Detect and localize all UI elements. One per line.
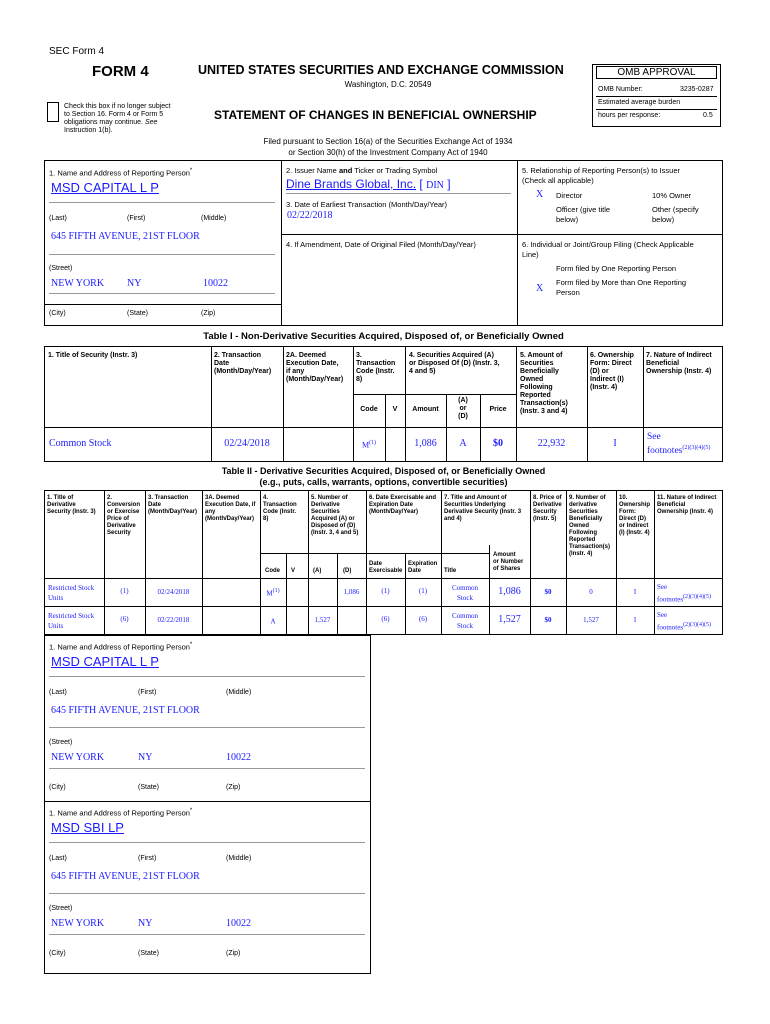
t1-row-title: Common Stock: [49, 438, 112, 449]
omb-number: 3235-0287: [680, 86, 714, 93]
t1-row-aord: A: [459, 438, 467, 449]
t2-row-date: 02/24/2018: [157, 588, 190, 596]
t2-row-expiration: (1): [418, 587, 428, 595]
t2-row-price: $0: [544, 588, 552, 596]
t2-row-disposed: 1,086: [343, 588, 360, 596]
t2-col-title: 1. Title of Derivative Security (Instr. 3): [47, 495, 96, 515]
t2-row-exercisable: (6): [381, 615, 390, 623]
t2-row-conversion: (6): [120, 615, 129, 623]
ticker-symbol[interactable]: DIN: [426, 180, 444, 191]
t2-col-number: 5. Number of Derivative Securities Acquired (A) or Disposed of (D) (Instr. 3, 4 and 5): [311, 495, 359, 536]
t1-col-date: 2. Transaction Date (Month/Day/Year): [214, 352, 272, 375]
director-check[interactable]: X: [536, 189, 544, 200]
t1-row-nature: See footnotes$^{(2)(3)(4)(5)}$: [647, 432, 711, 457]
t2-row-code: $M^{(1)}$: [266, 588, 280, 598]
person-street: 645 FIFTH AVENUE, 21ST FLOOR: [51, 871, 200, 882]
street-address: 645 FIFTH AVENUE, 21ST FLOOR: [51, 231, 200, 242]
person-zip: 10022: [226, 918, 251, 929]
t2-col-deemed: 3A. Deemed Execution Date, if any (Month/Day/Year): [205, 495, 256, 522]
more-than-one-label: Form filed by More than One Reporting Person: [556, 278, 687, 297]
checkbox-instructions: Check this box if no longer subject to Section 16. Form 4 or Form 5 obligations may continue. See Instruction 1(b).: [64, 103, 171, 134]
t2-sub-amount: Amount or Number of Shares: [493, 552, 524, 572]
t2-row-nature: See footnotes$^{(2)(3)(4)(5)}$: [657, 611, 712, 632]
person-middle-label: (Middle): [226, 689, 252, 696]
t2-col-nature: 11. Nature of Indirect Beneficial Ownership (Instr. 4): [657, 495, 717, 515]
one-reporting-person-label: Form filed by One Reporting Person: [556, 264, 677, 273]
t2-sub-a: (A): [313, 568, 322, 574]
zip-value: 10022: [203, 278, 228, 289]
t2-row-exercisable: (1): [381, 587, 390, 595]
t1-sub-price: Price: [489, 406, 507, 413]
t2-row-nature: See footnotes$^{(2)(3)(4)(5)}$: [657, 583, 712, 604]
person-city-label: (City): [49, 950, 66, 957]
form-title: FORM 4: [92, 63, 149, 80]
zip-label: (Zip): [201, 310, 216, 317]
person-last-label: (Last): [49, 689, 67, 696]
t2-sub-title: Title: [444, 568, 457, 574]
omb-hours: 0.5: [703, 112, 713, 119]
officer-label: Officer (give title below): [556, 205, 611, 224]
person-street: 645 FIFTH AVENUE, 21ST FLOOR: [51, 705, 200, 716]
t1-col-amount-owned: 5. Amount of Securities Beneficially Owned Following Reported Transaction(s) (Instr. 3 and 4): [520, 352, 568, 415]
box3-label: 3. Date of Earliest Transaction (Month/Day/Year): [286, 200, 448, 209]
person-street-label: (Street): [49, 905, 73, 912]
box1-label: 1. Name and Address of Reporting Person*: [49, 168, 193, 178]
state-label: (State): [127, 310, 149, 317]
t2-col-date: 3. Transaction Date (Month/Day/Year): [148, 495, 198, 515]
no-longer-subject-checkbox[interactable]: [47, 102, 59, 122]
statement-title: STATEMENT OF CHANGES IN BENEFICIAL OWNERSHIP: [214, 108, 537, 122]
t2-row-underlying-amount: 1,527: [498, 614, 521, 625]
middle-label: (Middle): [201, 215, 227, 222]
t1-row-price: $0: [493, 438, 503, 449]
person-state: NY: [138, 752, 153, 763]
t2-row-underlying-title: Common Stock: [451, 584, 479, 602]
t2-row-expiration: (6): [418, 615, 428, 623]
t1-col-nature: 7. Nature of Indirect Beneficial Ownership (Instr. 4): [646, 352, 712, 375]
t2-row-code: A: [270, 617, 276, 626]
t2-row-title: Restricted Stock Units: [48, 612, 95, 630]
city-value: NEW YORK: [51, 278, 105, 289]
t2-col-owned: 9. Number of derivative Securities Beneficially Owned Following Reported Transaction(s) (Instr. 4): [569, 495, 611, 557]
person-state-label: (State): [138, 950, 160, 957]
person-city: NEW YORK: [51, 918, 105, 929]
person-city-label: (City): [49, 784, 66, 791]
t1-row-form: I: [613, 438, 617, 449]
box6-label: 6. Individual or Joint/Group Filing (Check Applicable Line): [522, 240, 694, 259]
t2-row-price: $0: [544, 616, 552, 624]
omb-number-label: OMB Number:: [598, 86, 643, 93]
city-label: (City): [49, 310, 66, 317]
reporting-person-name[interactable]: MSD CAPITAL L P: [51, 180, 159, 195]
table1-title: Table I - Non-Derivative Securities Acquired, Disposed of, or Beneficially Owned: [203, 331, 564, 342]
t2-row-date: 02/22/2018: [157, 616, 190, 624]
t1-sub-aord: (A) or (D): [458, 397, 468, 420]
t2-row-underlying-amount: 1,086: [498, 586, 521, 597]
t1-col-deemed: 2A. Deemed Execution Date, if any (Month/Day/Year): [286, 352, 344, 383]
ten-percent-owner-label: 10% Owner: [652, 191, 692, 200]
t2-col-form: 10. Ownership Form: Direct (D) or Indirect (I) (Instr. 4): [619, 495, 651, 536]
t2-row-owned: 1,527: [583, 616, 599, 624]
director-label: Director: [556, 191, 583, 200]
box2-label: 2. Issuer Name and Ticker or Trading Symbol: [286, 166, 438, 175]
person-first-label: (First): [138, 855, 157, 862]
t2-col-underlying: 7. Title and Amount of Securities Underlying Derivative Security (Instr. 3 and 4): [444, 495, 522, 522]
t2-row-acquired: 1,527: [314, 616, 331, 624]
first-label: (First): [127, 215, 146, 222]
person-first-label: (First): [138, 689, 157, 696]
t2-row-underlying-title: Common Stock: [451, 612, 479, 630]
t2-sub-expiration: Expiration Date: [408, 561, 438, 574]
last-label: (Last): [49, 215, 67, 222]
table2-title: Table II - Derivative Securities Acquired, Disposed of, or Beneficially Owned (e.g., puts, calls, warrants, options, convertible securities): [221, 466, 546, 487]
street-label: (Street): [49, 265, 73, 272]
t1-row-owned: 22,932: [537, 438, 566, 449]
t2-col-price: 8. Price of Derivative Security (Instr. 5): [533, 495, 562, 522]
person-city: NEW YORK: [51, 752, 105, 763]
t2-row-owned: 0: [589, 588, 593, 596]
person-name[interactable]: MSD CAPITAL L P: [51, 654, 159, 669]
state-value: NY: [127, 278, 142, 289]
t2-row-form: I: [633, 616, 637, 624]
issuer-name[interactable]: Dine Brands Global, Inc. [ DIN ]: [286, 177, 451, 191]
box5-label: 5. Relationship of Reporting Person(s) to Issuer (Check all applicable): [522, 166, 680, 185]
group-filing-check[interactable]: X: [536, 283, 544, 294]
t2-sub-d: (D): [343, 568, 352, 574]
t2-col-code: 4. Transaction Code (Instr. 8): [263, 495, 297, 522]
t1-row-date: 02/24/2018: [224, 438, 270, 449]
t1-row-code: $M^{(1)}$: [361, 440, 377, 450]
person-last-label: (Last): [49, 855, 67, 862]
earliest-transaction-date: 02/22/2018: [287, 210, 333, 221]
omb-title: OMB APPROVAL: [596, 66, 717, 79]
person-street-label: (Street): [49, 739, 73, 746]
person-zip-label: (Zip): [226, 950, 241, 957]
t2-col-conversion: 2. Conversion or Exercise Price of Derivative Security: [107, 495, 141, 536]
t1-col-securities: 4. Securities Acquired (A) or Disposed Of (D) (Instr. 3, 4 and 5): [409, 352, 500, 375]
sec-form-label: SEC Form 4: [49, 46, 105, 57]
person-label: 1. Name and Address of Reporting Person*: [49, 642, 193, 652]
t2-row-form: I: [633, 588, 637, 596]
person-zip-label: (Zip): [226, 784, 241, 791]
t2-row-conversion: (1): [120, 587, 129, 595]
person-state: NY: [138, 918, 153, 929]
t1-sub-v: V: [392, 406, 398, 413]
person-state-label: (State): [138, 784, 160, 791]
t2-sub-v: V: [291, 568, 296, 574]
t1-row-amount: 1,086: [414, 438, 437, 449]
commission-title: UNITED STATES SECURITIES AND EXCHANGE COMMISSION: [198, 63, 564, 77]
omb-hours-label: hours per response:: [598, 112, 661, 119]
t1-col-ownership-form: 6. Ownership Form: Direct (D) or Indirect (I) (Instr. 4): [590, 352, 634, 391]
person-name[interactable]: MSD SBI LP: [51, 820, 124, 835]
box4-label: 4. If Amendment, Date of Original Filed (Month/Day/Year): [286, 240, 476, 249]
t2-sub-code: Code: [265, 568, 280, 574]
omb-burden-label: Estimated average burden: [598, 99, 681, 106]
commission-address: Washington, D.C. 20549: [344, 80, 432, 89]
filed-pursuant: Filed pursuant to Section 16(a) of the Securities Exchange Act of 1934 or Section 30(h) of the Investment Company Act of 1940: [263, 137, 513, 157]
person-middle-label: (Middle): [226, 855, 252, 862]
t2-col-exercisable: 6. Date Exercisable and Expiration Date (Month/Day/Year): [369, 495, 437, 515]
t1-sub-amount: Amount: [412, 406, 439, 413]
t2-row-title: Restricted Stock Units: [48, 584, 95, 602]
person-zip: 10022: [226, 752, 251, 763]
person-label: 1. Name and Address of Reporting Person*: [49, 808, 193, 818]
other-label: Other (specify below): [652, 205, 699, 224]
t1-col-title: 1. Title of Security (Instr. 3): [48, 352, 138, 359]
t1-sub-code: Code: [360, 406, 378, 413]
t1-col-code: 3. Transaction Code (Instr. 8): [356, 352, 396, 383]
t2-sub-exercisable: Date Exercisable: [369, 561, 403, 574]
